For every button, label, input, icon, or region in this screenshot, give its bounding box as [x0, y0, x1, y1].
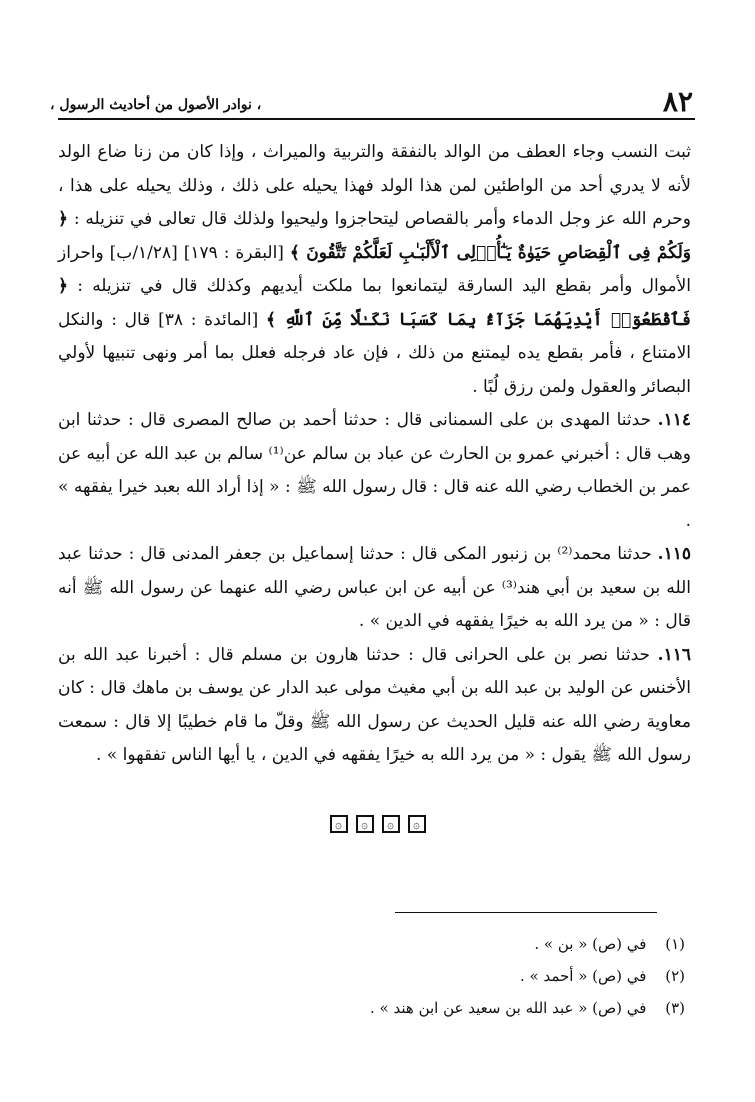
footnote-number: (٢) — [665, 967, 685, 985]
commentary-paragraph — [58, 136, 691, 404]
hadith-text: حدثنا محمد⁽²⁾ بن زنبور المكى قال : حدثنا إسماعيل بن جعفر المدنى قال : حدثنا عبد الله بن سعيد بن أبي هند⁽³⁾ عن أبيه عن ابن عباس رضي الله عنهما عن رسول الله ﷺ أنه قال : « من يرد الله به خيرًا يفقهه في الدين » . — [58, 544, 691, 631]
commentary-text: ثبت النسب وجاء العطف من الوالد بالنفقة والتربية والميراث ، وإذا كان من زنا ضاع الولد لأنه لا يدري أحد من الواطئين لمن هذا الولد فهذا يحيله على ذلك ، وذلك يحيله على هذا ، وحرم الله عز وجل الدماء وأمر بالقصاص ليتحاجزوا وليحيوا ولذلك قال تعالى في تنزيله : — [58, 142, 692, 229]
main-text — [58, 136, 691, 773]
verse-reference: [المائدة : ٣٨] — [158, 309, 259, 330]
footnote — [58, 928, 685, 960]
page-header — [50, 80, 693, 116]
header-rule — [58, 118, 695, 120]
footnote-text: في (ص) « بن » . — [534, 935, 647, 953]
running-title: ، نوادر الأصول من أحاديث الرسول ، — [50, 97, 262, 113]
page-number: ٨٢ — [662, 85, 693, 118]
footnote-text: في (ص) « عبد الله بن سعيد عن ابن هند » . — [370, 999, 647, 1017]
hadith-entry — [58, 538, 691, 639]
footnotes — [58, 928, 685, 1024]
footnote-rule — [395, 912, 657, 913]
footnote — [58, 992, 685, 1024]
verse-reference: [البقرة : ١٧٩] — [183, 242, 284, 263]
quran-verse: ﴿ وَلَكُمْ فِى ٱلْقِصَاصِ حَيَوٰةٌ يَـٰٓأُو۟لِى ٱلْأَلْبَـٰبِ لَعَلَّكُمْ تَتَّقُونَ ﴾ — [58, 209, 692, 263]
hadith-number: ١١٤. — [657, 410, 691, 430]
footnote-text: في (ص) « أحمد » . — [519, 967, 647, 985]
ornament-icon: ۞ — [356, 815, 374, 833]
ornament-icon: ۞ — [330, 815, 348, 833]
footnote-number: (١) — [665, 935, 685, 953]
commentary-text: [١/٢٨/ب] واحراز الأموال وأمر بقطع اليد السارقة ليتمانعوا بما ملكت أيديهم وكذلك قال في تنزيله : — [58, 242, 691, 296]
hadith-text: حدثنا المهدى بن على السمنانى قال : حدثنا أحمد بن صالح المصرى قال : حدثنا ابن وهب قال : أخبرني عمرو بن الحارث عن عباد بن سالم عن⁽¹⁾ سالم بن عبد الله عن أبيه عن عمر بن الخطاب رضي الله عنه قال : قال رسول الله ﷺ : « إذا أراد الله بعبد خيرا يفقهه » . — [58, 410, 691, 531]
footnote — [58, 960, 685, 992]
hadith-entry — [58, 639, 691, 773]
footnote-number: (٣) — [665, 999, 685, 1017]
hadith-number: ١١٦. — [657, 644, 691, 665]
quran-verse: ﴿ فَٱقْطَعُوٓا۟ أَيْدِيَهُمَا جَزَآءًۢ بِمَا كَسَبَا نَكَـٰلًا مِّنَ ٱللَّهِ ﴾ — [58, 276, 692, 330]
ornament-icon: ۞ — [382, 815, 400, 833]
commentary-text: قال : والنكل الامتناع ، فأمر بقطع يده ليمتنع من ذلك ، فإن عاد فرجله فعلل بما أمر ونهى تنبيها لأولي البصائر والعقول ولمن رزق لُبًا . — [58, 309, 691, 397]
section-divider — [0, 815, 755, 833]
hadith-text: حدثنا نصر بن على الحرانى قال : حدثنا هارون بن مسلم قال : أخبرنا عبد الله بن الأخنس عن الوليد بن عبد الله بن أبي مغيث مولى عبد الدار عن يوسف بن ماهك قال : كان معاوية رضي الله عنه قليل الحديث عن رسول الله ﷺ وقلّ ما قام خطيبًا إلا قال : سمعت رسول الله ﷺ يقول : « من يرد الله به خيرًا يفقهه في الدين ، يا أيها الناس تفقهوا » . — [58, 644, 691, 765]
ornament-icon: ۞ — [408, 815, 426, 833]
hadith-number: ١١٥. — [657, 544, 691, 564]
hadith-entry — [58, 404, 691, 538]
